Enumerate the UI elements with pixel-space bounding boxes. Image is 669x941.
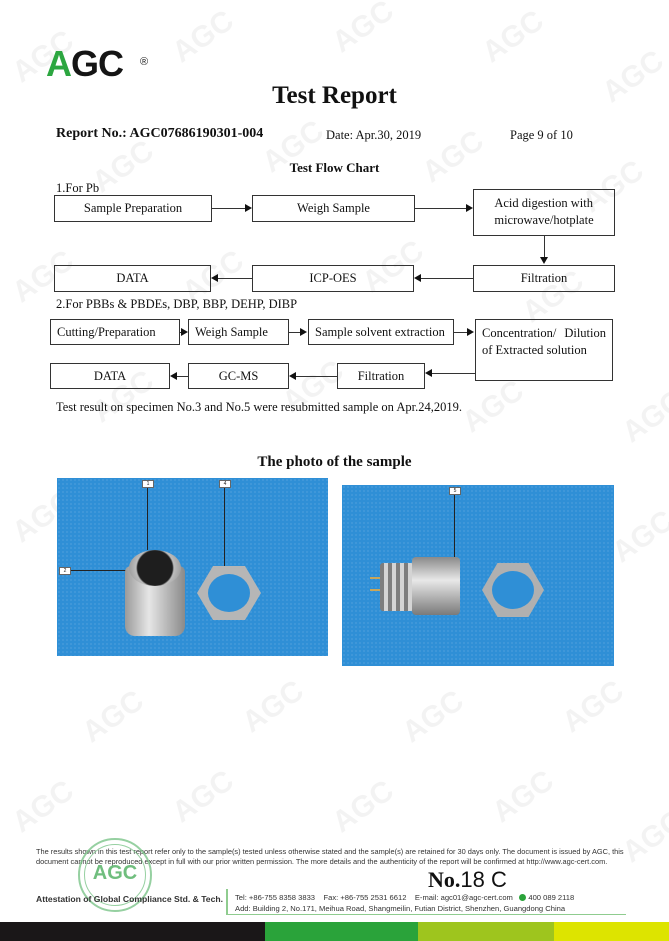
watermark: [476, 4, 550, 70]
section-label-pbbs: 2.For PBBs & PBDEs, DBP, BBP, DEHP, DIBP: [56, 297, 298, 311]
connector-thread: [380, 563, 414, 611]
watermark: [326, 774, 400, 840]
lab-number-value: 18 C: [460, 867, 507, 892]
connector: [176, 376, 188, 377]
hex-nut-hole: [208, 574, 250, 612]
watermark: [76, 684, 150, 750]
connector: [454, 332, 468, 333]
watermark: [236, 674, 310, 740]
arrow-right-icon: [466, 204, 473, 212]
connector-body: [412, 557, 460, 615]
hotline-number: 400 089 2118: [528, 893, 575, 902]
registered-mark-icon: ®: [140, 56, 148, 68]
connector: [420, 278, 473, 279]
watermark: [166, 4, 240, 70]
connector-face: [129, 550, 181, 586]
connector: [217, 278, 252, 279]
step-label-line1b: Dilution: [564, 326, 606, 340]
contact-bottom-rule: [226, 914, 626, 915]
page-number: Page 9 of 10: [510, 128, 573, 142]
arrow-left-icon: [170, 372, 177, 380]
watermark: [416, 124, 490, 190]
step-data-2: [50, 363, 170, 389]
report-number: Report No.: AGC07686190301-004: [56, 126, 264, 141]
step-label: Weigh Sample: [195, 324, 268, 339]
step-label: Filtration: [520, 271, 568, 285]
logo-letter-a: A: [46, 43, 71, 84]
hex-nut-hole: [492, 571, 534, 609]
leader-line: [69, 570, 129, 571]
step-label: ICP-OES: [309, 271, 357, 285]
phone-icon: [519, 894, 526, 901]
step-cutting-preparation: [50, 319, 180, 345]
arrow-right-icon: [300, 328, 307, 336]
arrow-right-icon: [181, 328, 188, 336]
step-weigh-sample: [252, 195, 415, 222]
connector-pin: [370, 589, 380, 591]
lab-number: [428, 867, 507, 893]
arrow-down-icon: [540, 257, 548, 264]
logo-letters-gc: GC: [71, 43, 123, 84]
contact-left-rule: [226, 889, 228, 915]
photo-tag: 2: [59, 567, 71, 575]
photo-tag: 1: [142, 480, 154, 488]
page-title: Test Report: [272, 82, 397, 109]
agc-logo: [46, 43, 148, 84]
step-gc-ms: [188, 363, 289, 389]
watermark: [6, 774, 80, 840]
step-label: Sample solvent extraction: [315, 324, 445, 339]
connector: [415, 208, 467, 209]
stamp-logo: AGC: [92, 862, 138, 884]
contact-tel-fax-email: Tel: +86-755 8358 3833 Fax: +86-755 2531 6612 E-mail: agc01@agc-cert.com: [235, 893, 513, 902]
flow-chart-title: Test Flow Chart: [289, 160, 380, 175]
leader-line: [147, 487, 148, 550]
watermark: [396, 684, 470, 750]
sample-photo-2: [342, 485, 614, 666]
leader-line: [224, 487, 225, 572]
arrow-right-icon: [245, 204, 252, 212]
connector: [295, 376, 337, 377]
arrow-left-icon: [414, 274, 421, 282]
watermark: [616, 384, 669, 450]
step-label: Cutting/Preparation: [57, 324, 156, 339]
contact-block: [235, 893, 574, 914]
watermark: [166, 764, 240, 830]
connector: [544, 236, 545, 259]
step-label: GC-MS: [218, 368, 259, 383]
watermark: [606, 504, 669, 570]
step-label: Filtration: [357, 368, 405, 383]
watermark: [456, 374, 530, 440]
step-filtration: [473, 265, 615, 292]
photo-tag: 4: [219, 480, 231, 488]
footer-color-bar-lime: [418, 922, 554, 941]
arrow-left-icon: [211, 274, 218, 282]
step-solvent-extraction: [308, 319, 454, 345]
arrow-right-icon: [467, 328, 474, 336]
step-label-line2: of Extracted solution: [482, 343, 587, 357]
connector: [212, 208, 248, 209]
step-label: Weigh Sample: [297, 201, 370, 215]
step-weigh-sample-2: [188, 319, 289, 345]
step-icp-oes: [252, 265, 414, 292]
sample-photo-1: [57, 478, 328, 656]
step-sample-preparation: [54, 195, 212, 222]
section-label-pb: 1.For Pb: [56, 181, 100, 195]
step-label-line2: microwave/hotplate: [494, 213, 594, 227]
report-date: Date: Apr.30, 2019: [326, 128, 422, 142]
step-label: Sample Preparation: [83, 201, 183, 215]
lab-number-prefix: No.: [428, 867, 461, 892]
footer-color-bar-black: [0, 922, 265, 941]
step-acid-digestion: [473, 189, 615, 236]
connector-pin: [370, 577, 380, 579]
step-data: [54, 265, 211, 292]
watermark: [556, 674, 630, 740]
step-concentration-dilution: [475, 319, 613, 381]
footer-color-bar-yellow: [554, 922, 669, 941]
step-label: DATA: [116, 271, 149, 285]
step-filtration-2: [337, 363, 425, 389]
step-label: DATA: [93, 368, 127, 383]
resubmission-note: Test result on specimen No.3 and No.5 were resubmitted sample on Apr.24,2019.: [56, 400, 462, 414]
arrow-left-icon: [425, 369, 432, 377]
watermark: [326, 0, 400, 60]
footer-disclaimer: The results shown in this test report refer only to the sample(s) tested unless otherwise stated and the sample(s) are retained for 30 days only. The document is issued by AGC, this document cannot be reproduced except in full with our prior written permission. The more details and the authenticity of the report will be confirmed at http://www.agc-cert.com.: [36, 847, 624, 866]
attestation-text: Attestation of Global Compliance Std. & Tech.: [36, 894, 224, 904]
watermark: [486, 764, 560, 830]
connector: [431, 373, 475, 374]
photo-section-title: The photo of the sample: [257, 454, 412, 470]
photo-tag: 5: [449, 487, 461, 495]
step-label-line1a: Concentration/: [482, 326, 557, 340]
arrow-left-icon: [289, 372, 296, 380]
footer-color-bar-green: [265, 922, 418, 941]
contact-address: Add: Building 2, No.171, Meihua Road, Shangmeilin, Futian District, Shenzhen, Guangdong China: [235, 903, 566, 913]
step-label-line1: Acid digestion with: [494, 196, 593, 210]
